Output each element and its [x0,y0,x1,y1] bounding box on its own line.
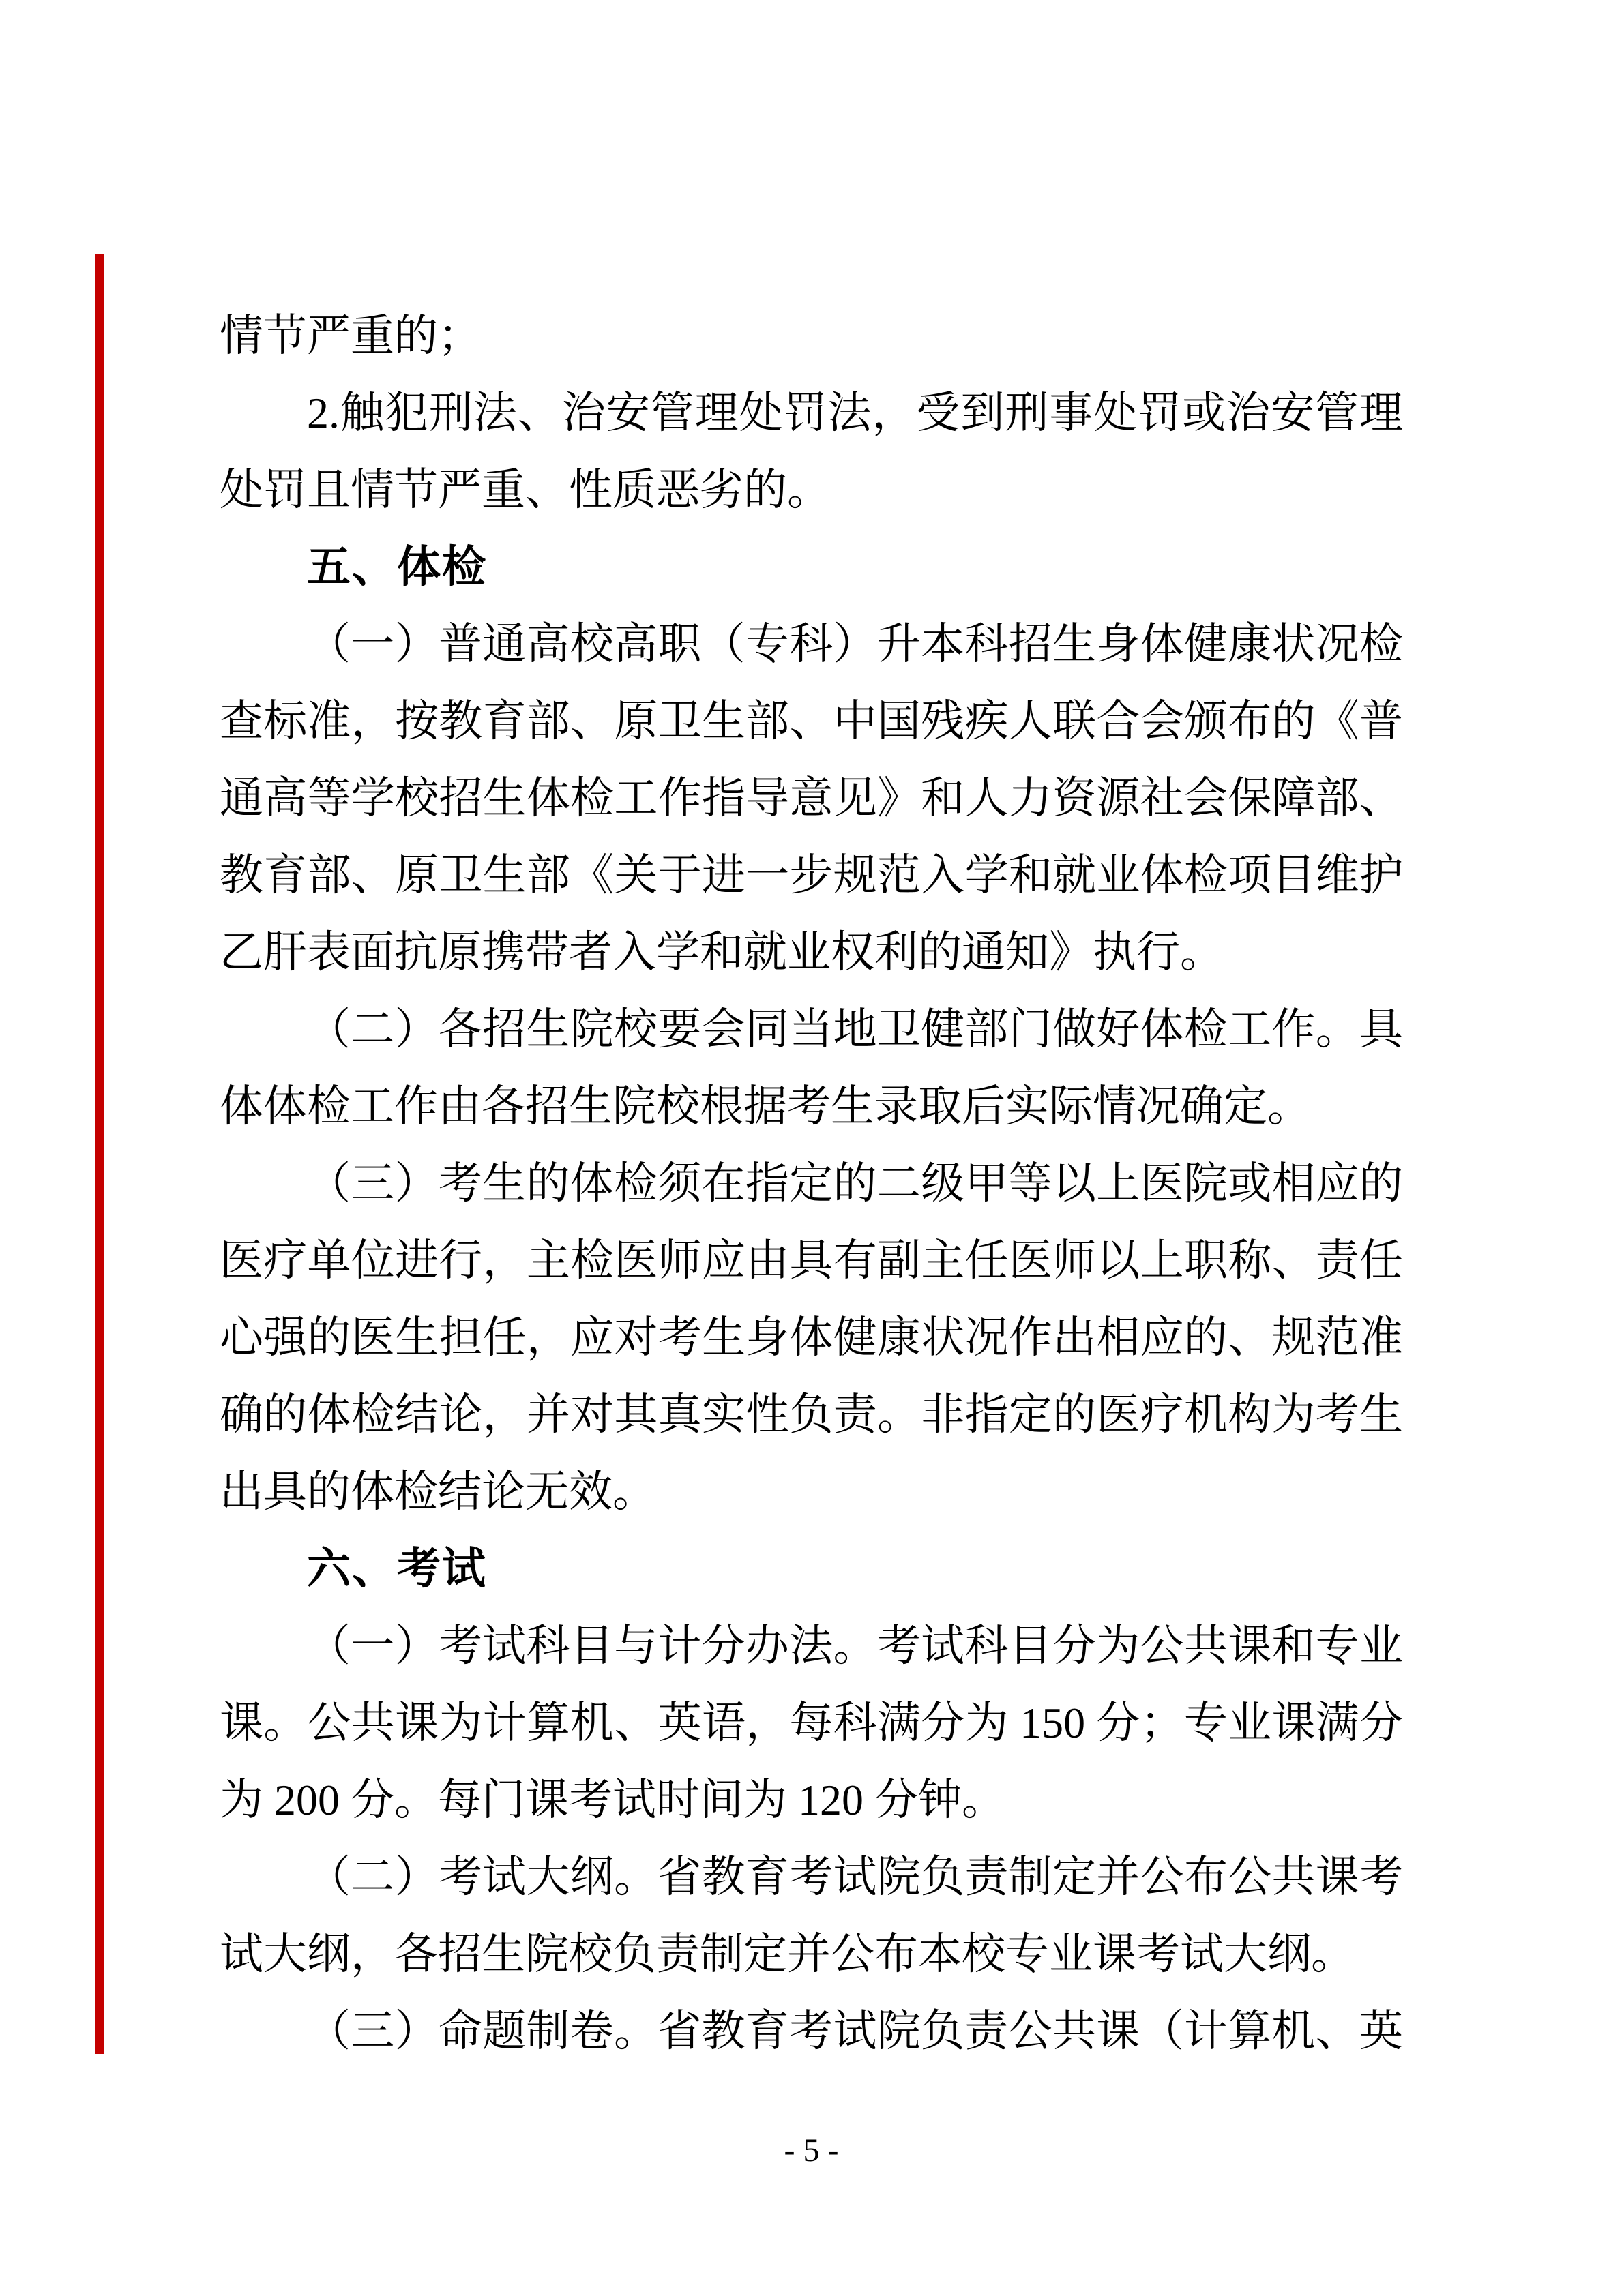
document-line: 试大纲，各招生院校负责制定并公布本校专业课考试大纲。 [220,1930,1355,1978]
document-line: （二）考试大纲。省教育考试院负责制定并公布公共课考 [307,1853,1403,1901]
document-line: 2.触犯刑法、治安管理处罚法，受到刑事处罚或治安管理 [307,389,1403,437]
document-line: （三）考生的体检须在指定的二级甲等以上医院或相应的 [307,1159,1403,1208]
document-line: 教育部、原卫生部《关于进一步规范入学和就业体检项目维护 [220,851,1403,899]
document-line: 体体检工作由各招生院校根据考生录取后实际情况确定。 [220,1082,1311,1131]
document-line: 通高等学校招生体检工作指导意见》和人力资源社会保障部、 [220,774,1403,822]
document-line: （三）命题制卷。省教育考试院负责公共课（计算机、英 [307,2007,1403,2055]
document-body [220,297,1403,2070]
document-line: 情节严重的； [220,312,482,360]
document-line: 处罚且情节严重、性质恶劣的。 [220,466,831,514]
page-number: - 5 - [784,2132,839,2168]
section-heading: 六、考试 [307,1544,487,1593]
document-line: 出具的体检结论无效。 [220,1467,656,1516]
section-heading: 五、体检 [307,542,487,591]
document-line: （二）各招生院校要会同当地卫健部门做好体检工作。具 [307,1005,1403,1054]
document-line: 确的体检结论，并对其真实性负责。非指定的医疗机构为考生 [220,1390,1403,1439]
red-margin-line [95,254,104,2054]
document-line: 为 200 分。每门课考试时间为 120 分钟。 [220,1776,1005,1824]
document-line: 课。公共课为计算机、英语，每科满分为 150 分；专业课满分 [220,1699,1403,1747]
document-line: 乙肝表面抗原携带者入学和就业权利的通知》执行。 [220,928,1224,976]
document-line: （一）普通高校高职（专科）升本科招生身体健康状况检 [307,620,1403,668]
document-line: 医疗单位进行，主检医师应由具有副主任医师以上职称、责任 [220,1236,1403,1285]
document-line: 心强的医生担任，应对考生身体健康状况作出相应的、规范准 [220,1313,1403,1362]
document-line: 查标准，按教育部、原卫生部、中国残疾人联合会颁布的《普 [220,697,1403,745]
document-line: （一）考试科目与计分办法。考试科目分为公共课和专业 [307,1622,1403,1670]
